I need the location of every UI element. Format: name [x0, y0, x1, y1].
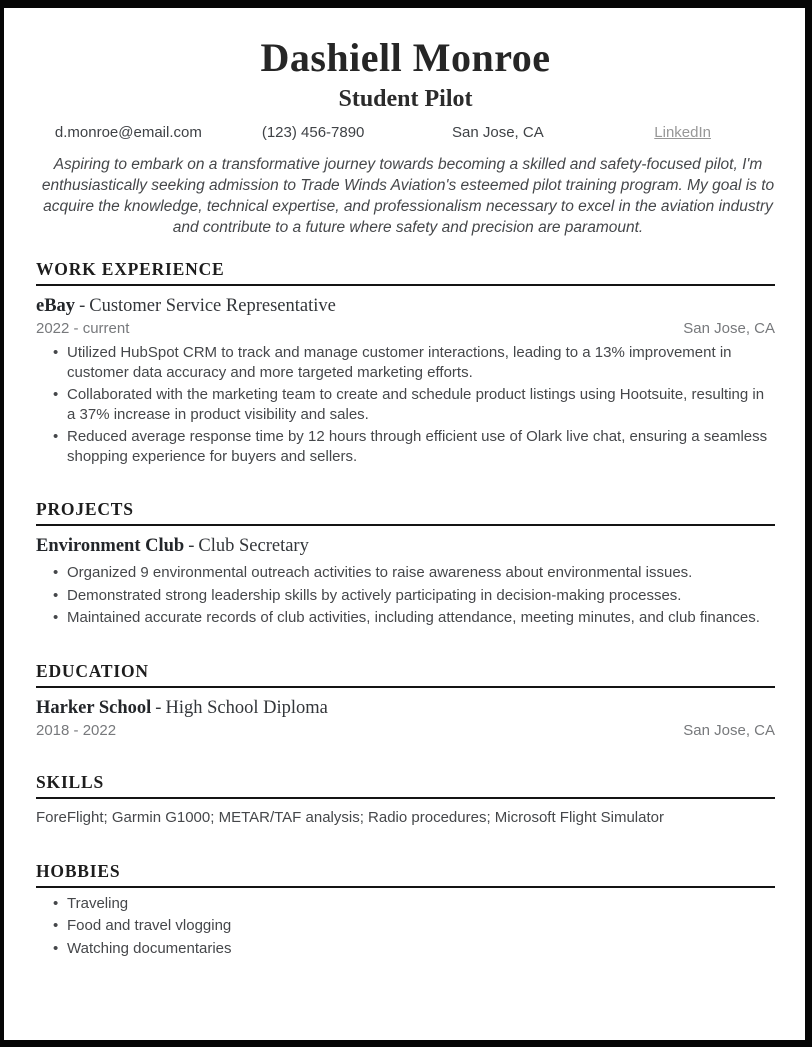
bullet-item: • Watching documentaries: [36, 939, 775, 959]
education-entry-org: Harker School: [36, 697, 152, 718]
section-skills: [36, 772, 775, 828]
work-entry-dates: 2022 - current: [36, 320, 130, 337]
resume-header: [36, 34, 775, 141]
bullet-item: • Reduced average response time by 12 hours through efficient use of Olark live chat, ensuring a seamless shopping experience for buyers and sellers.: [36, 427, 775, 466]
candidate-title: Student Pilot: [338, 86, 473, 112]
education-entry-title: [36, 698, 775, 719]
project-entry-title: [36, 536, 775, 557]
work-experience-heading: WORK EXPERIENCE: [36, 259, 775, 286]
skills-heading: SKILLS: [36, 772, 775, 799]
bullet-item: • Organized 9 environmental outreach activities to raise awareness about environmental issues.: [36, 563, 775, 583]
education-entry-dates: 2018 - 2022: [36, 721, 117, 739]
bullet-item: • Food and travel vlogging: [36, 916, 775, 936]
bullet-item: • Demonstrated strong leadership skills by actively participating in decision-making processes.: [36, 586, 775, 606]
hobbies-bullet-list: [36, 894, 775, 959]
work-entry-meta: [36, 320, 775, 337]
section-hobbies: [36, 861, 775, 959]
education-entry-meta: [36, 722, 775, 739]
section-education: [36, 661, 775, 739]
contact-phone: (123) 456-7890: [261, 124, 365, 141]
education-entry-role: High School Diploma: [165, 697, 328, 718]
summary-paragraph: Aspiring to embark on a transformative journey towards becoming a skilled and safety-focused pilot, I'm enthusiastically seeking admission to Trade Winds Aviation's esteemed pilot training program. My goal is to acquire the knowledge, technical expertise, and professionalism necessary to excel in the aviation industry and contribute to a future where safety and precision are paramount.: [41, 156, 775, 236]
contact-email: d.monroe@email.com: [54, 124, 202, 141]
work-entry-location: San Jose, CA: [683, 320, 775, 337]
bullet-item: • Collaborated with the marketing team to create and schedule product listings using Hootsuite, resulting in a 37% increase in product visibility and sales.: [36, 385, 775, 424]
project-entry-org: Environment Club: [36, 536, 185, 556]
section-projects: [36, 499, 775, 628]
work-entry-title: [36, 296, 775, 317]
education-entry-location: San Jose, CA: [683, 721, 775, 739]
project-entry-separator: -: [188, 536, 195, 556]
bullet-item: • Traveling: [36, 894, 775, 914]
hobbies-heading: HOBBIES: [36, 861, 775, 888]
work-entry-org: eBay: [36, 296, 76, 316]
projects-heading: PROJECTS: [36, 499, 775, 526]
bullet-item: • Maintained accurate records of club activities, including attendance, meeting minutes, and club finances.: [36, 608, 775, 628]
skills-list-text: ForeFlight; Garmin G1000; METAR/TAF analysis; Radio procedures; Microsoft Flight Simulator: [36, 808, 664, 826]
candidate-name: Dashiell Monroe: [260, 35, 551, 80]
section-work-experience: [36, 259, 775, 466]
linkedin-link[interactable]: LinkedIn: [654, 124, 711, 141]
work-entry-separator: -: [79, 296, 86, 316]
project-bullet-list: [36, 563, 775, 628]
work-entry-role: Customer Service Representative: [89, 296, 336, 316]
bullet-item: • Utilized HubSpot CRM to track and manage customer interactions, leading to a 13% improvement in customer data accuracy and more targeted marketing efforts.: [36, 343, 775, 382]
education-heading: EDUCATION: [36, 661, 775, 688]
work-bullet-list: [36, 343, 775, 466]
contact-location: San Jose, CA: [452, 124, 544, 141]
contact-row: [36, 124, 775, 141]
education-entry-separator: -: [155, 697, 162, 718]
project-entry-role: Club Secretary: [198, 536, 309, 556]
